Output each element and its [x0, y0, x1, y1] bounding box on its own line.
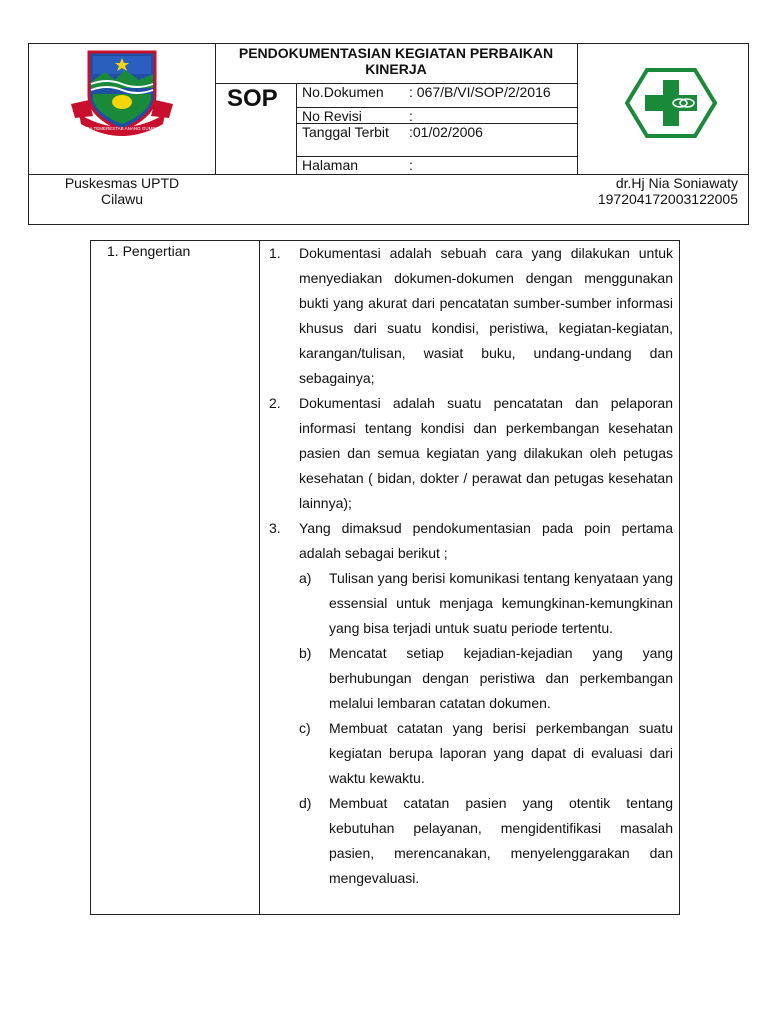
meta-value: : [409, 108, 413, 124]
sub-list-item [299, 791, 673, 891]
meta-row-no-revisi [297, 108, 577, 124]
item-text: Dokumentasi adalah sebuah cara yang dilakukan untuk menyediakan dokumen-dokumen dengan menggunakan bukti yang akurat dari pencatatan sumber-sumber informasi khusus dari suatu kondisi, peristiwa, kegiatan-kegiatan, karangan/tulisan, wasiat buku, undang-undang dan sebagainya; [299, 245, 673, 386]
header-divider [577, 44, 578, 175]
meta-value: :01/02/2006 [409, 124, 483, 140]
sop-label: SOP [215, 84, 297, 174]
item-number: 2. [269, 395, 281, 411]
item-text: Yang dimaksud pendokumentasian pada poin pertama adalah sebagai berikut ; [299, 520, 673, 561]
sub-item-letter: b) [299, 645, 312, 661]
org-line: Cilawu [100, 191, 143, 207]
signer-nip: 197204172003122005 [597, 191, 738, 207]
sub-item-text: Mencatat setiap kejadian-kejadian yang yang berhubungan dengan peristiwa dan perkembangan melalui lembaran catatan dokumen. [329, 645, 673, 711]
organization-name [57, 175, 187, 207]
org-line: Puskesmas UPTD [64, 175, 180, 191]
signer-block [598, 175, 738, 207]
puskesmas-logo-icon [625, 68, 717, 138]
meta-row-halaman [297, 157, 577, 174]
signer-name: dr.Hj Nia Soniawaty [615, 175, 738, 191]
regency-logo-icon [67, 44, 177, 139]
meta-label: Halaman [302, 157, 359, 173]
sub-item-text: Membuat catatan yang berisi perkembangan suatu kegiatan berupa laporan yang dapat di evaluasi dari waktu kewaktu. [329, 720, 673, 786]
meta-label: No.Dokumen [302, 84, 384, 100]
meta-row-tanggal-terbit [297, 124, 577, 157]
document-title: PENDOKUMENTASIAN KEGIATAN PERBAIKAN KINERJA [215, 44, 577, 84]
section-content [269, 241, 673, 891]
list-item [269, 241, 673, 391]
meta-row-no-dokumen [297, 84, 577, 108]
meta-label: Tanggal Terbit [302, 124, 389, 140]
item-number: 3. [269, 520, 281, 536]
sub-item-letter: d) [299, 795, 312, 811]
meta-value: : 067/B/VI/SOP/2/2016 [409, 84, 551, 100]
item-text: Dokumentasi adalah suatu pencatatan dan pelaporan informasi tentang kondisi dan perkembangan kesehatan pasien dan semua kegiatan yang dilakukan oleh petugas kesehatan ( bidan, dokter / perawat dan petugas kesehatan lainnya); [299, 395, 673, 511]
sub-list-item [299, 641, 673, 716]
sub-list-item [299, 716, 673, 791]
sub-list-item [299, 566, 673, 641]
section-label: 1. Pengertian [107, 243, 191, 259]
list-item [269, 391, 673, 516]
meta-value: : [409, 157, 413, 173]
logo-motto: RAGA TEMERESTAB ANANG GUMELAR [79, 126, 165, 131]
sop-body-table [90, 240, 680, 915]
sub-item-text: Tulisan yang berisi komunikasi tentang kenyataan yang essensial untuk menjaga kemungkinan-kemungkinan yang bisa terjadi untuk suatu periode tertentu. [329, 570, 673, 636]
sub-item-letter: a) [299, 570, 312, 586]
column-divider [259, 241, 260, 914]
sub-item-text: Membuat catatan pasien yang otentik tentang kebutuhan pelayanan, mengidentifikasi masalah pasien, merencanakan, menyelenggarakan dan mengevaluasi. [329, 795, 673, 886]
item-number: 1. [269, 245, 281, 261]
sop-header [28, 43, 749, 225]
meta-label: No Revisi [302, 108, 362, 124]
list-item [269, 516, 673, 566]
sub-item-letter: c) [299, 720, 311, 736]
